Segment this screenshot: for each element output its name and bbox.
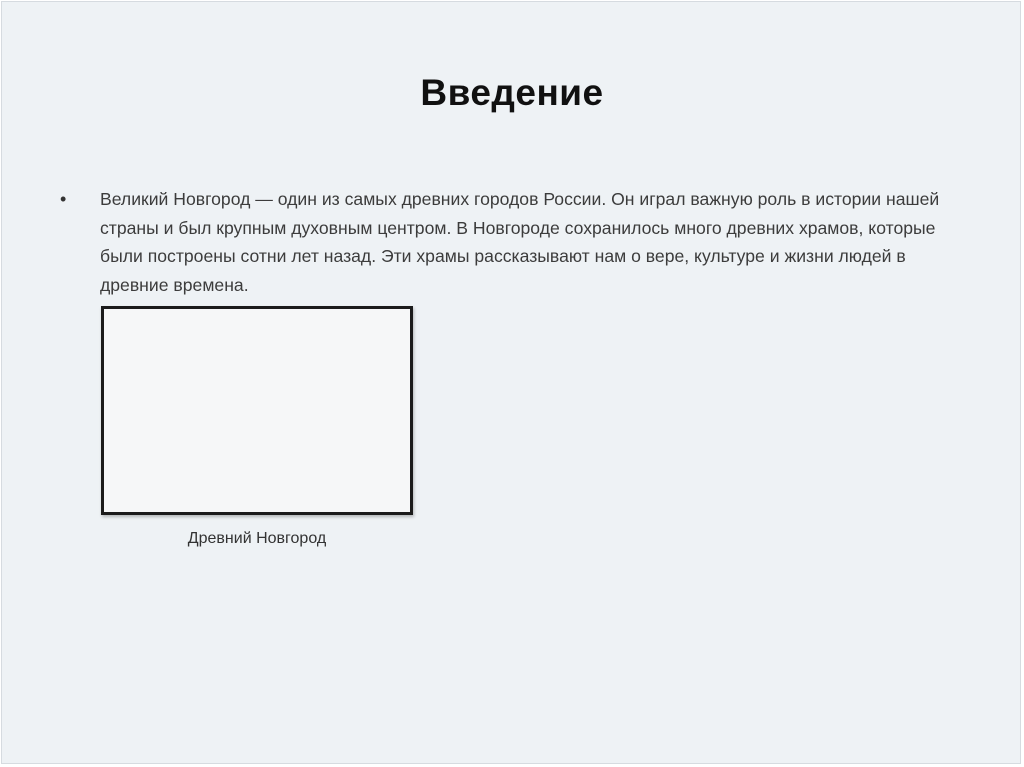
slide	[1, 1, 1021, 764]
image-placeholder	[101, 306, 413, 515]
bullet-paragraph: Великий Новгород — один из самых древних городов России. Он играл важную роль в истории нашей страны и был крупным духовным центром. В Новгороде сохранилось много древних храмов, которые были построены сотни лет назад. Эти храмы рассказывают нам о вере, культуре и жизни людей в древние времена.	[100, 189, 940, 295]
slide-title: Введение	[420, 72, 604, 113]
bullet-icon: •	[60, 189, 67, 209]
image-caption: Древний Новгород	[187, 530, 327, 547]
